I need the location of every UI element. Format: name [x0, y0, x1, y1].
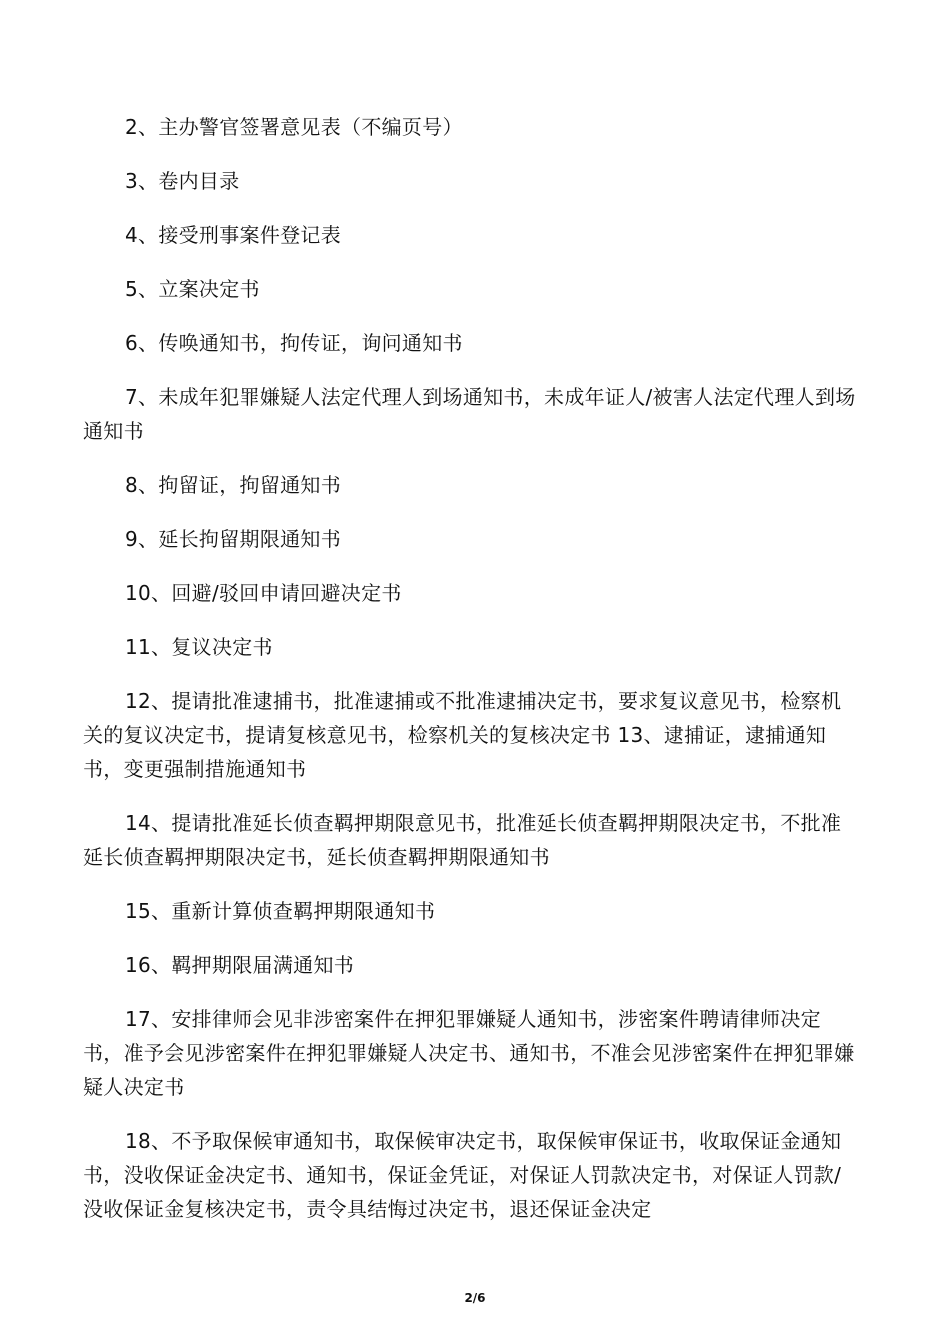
document-body [83, 110, 858, 1246]
list-item: 3、卷内目录 [125, 169, 240, 193]
list-item: 16、羁押期限届满通知书 [125, 953, 355, 977]
list-item: 10、回避/驳回申请回避决定书 [125, 581, 402, 605]
list-item: 7、未成年犯罪嫌疑人法定代理人到场通知书，未成年证人/被害人法定代理人到场通知书 [83, 385, 856, 443]
list-item: 14、提请批准延长侦查羁押期限意见书，批准延长侦查羁押期限决定书，不批准延长侦查羁押期限决定书，延长侦查羁押期限通知书 [83, 811, 842, 869]
list-item: 12、提请批准逮捕书，批准逮捕或不批准逮捕决定书，要求复议意见书，检察机关的复议决定书，提请复核意见书，检察机关的复核决定书 13、逮捕证，逮捕通知书，变更强制措施通知书 [83, 689, 842, 781]
list-item: 15、重新计算侦查羁押期限通知书 [125, 899, 436, 923]
list-item: 4、接受刑事案件登记表 [125, 223, 342, 247]
page-number: 2/6 [464, 1291, 486, 1305]
list-item: 9、延长拘留期限通知书 [125, 527, 342, 551]
list-item: 5、立案决定书 [125, 277, 260, 301]
list-item: 17、安排律师会见非涉密案件在押犯罪嫌疑人通知书，涉密案件聘请律师决定书，准予会见涉密案件在押犯罪嫌疑人决定书、通知书，不准会见涉密案件在押犯罪嫌疑人决定书 [83, 1007, 855, 1099]
list-item: 11、复议决定书 [125, 635, 273, 659]
list-item: 2、主办警官签署意见表（不编页号） [125, 115, 463, 139]
list-item: 8、拘留证，拘留通知书 [125, 473, 342, 497]
list-item: 6、传唤通知书，拘传证，询问通知书 [125, 331, 463, 355]
list-item: 18、不予取保候审通知书，取保候审决定书，取保候审保证书，收取保证金通知书，没收保证金决定书、通知书，保证金凭证，对保证人罚款决定书，对保证人罚款/没收保证金复核决定书，责令具结悔过决定书，退还保证金决定 [83, 1129, 842, 1221]
